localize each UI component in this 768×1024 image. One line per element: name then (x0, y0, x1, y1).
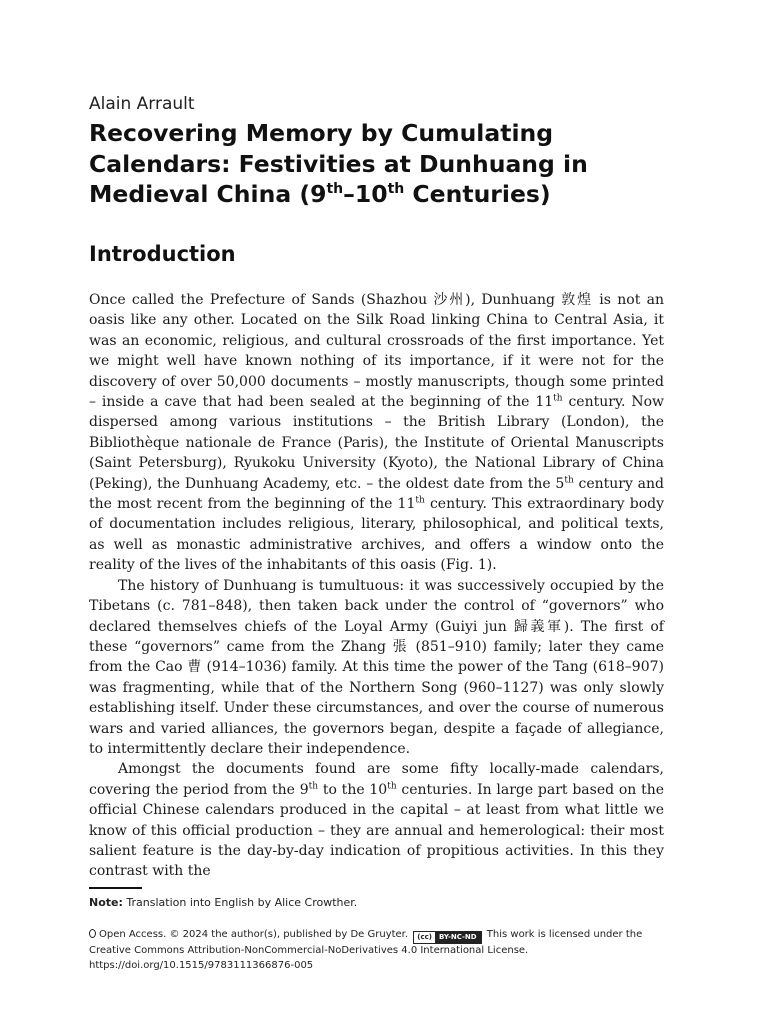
paragraph-3 (89, 759, 664, 881)
paragraph-1 (89, 290, 664, 576)
note-label: Note: (89, 896, 123, 909)
license-text-2: This work is licensed under the Creative Commons Attribution-NonCommercial-NoDerivatives 4.0 International License. (89, 929, 643, 956)
paragraph-1-sup-1: th (553, 393, 563, 404)
cc-badge-cc: (cc) (417, 933, 432, 941)
paragraph-1-text-d: century. This extraordinary body of documentation includes religious, literary, philosophical, and political texts, as well as monastic administrative archives, and offers a window onto the reality of the lives of the inhabitants of this oasis (Fig. 1). (89, 496, 664, 574)
footnote-rule (89, 887, 142, 889)
paragraph-1-text-b: century. Now dispersed among various institutions – the British Library (London), the Bibliothèque nationale de France (Paris), the Institute of Oriental Manuscripts (Saint Petersburg), Ryukoku University (Kyoto), the National Library of China (Peking), the Dunhuang Academy, etc. – the oldest date from the 5 (89, 394, 664, 492)
title-line-3c: Centuries) (404, 180, 551, 208)
section-heading: Introduction (89, 242, 236, 266)
title-sup-2: th (387, 181, 405, 198)
translation-note (89, 896, 357, 909)
title-line-3a: Medieval China (9 (89, 180, 327, 208)
cc-badge-kind: BY-NC-ND (435, 932, 481, 943)
title-line-3b: –10 (343, 180, 388, 208)
paragraph-1-sup-3: th (415, 495, 425, 506)
paragraph-3-sup-2: th (387, 781, 397, 792)
title-sup-1: th (326, 181, 344, 198)
paragraph-1-text-c: century and the most recent from the beginning of the 11 (89, 475, 664, 513)
cc-by-nc-nd-icon[interactable] (413, 931, 481, 944)
note-text: Translation into English by Alice Crowther. (122, 896, 358, 909)
license-block (89, 928, 669, 973)
paragraph-3-sup-1: th (308, 781, 319, 792)
paragraph-3-text-b: to the 10 (318, 781, 388, 798)
open-access-lock-icon (89, 929, 96, 938)
body-text (89, 290, 664, 882)
paragraph-2: The history of Dunhuang is tumultuous: it was successively occupied by the Tibetans (c. 781–848), then taken back under the control of “governors” who declared themselves chiefs of the Loyal Army (Guiyi jun 歸義軍). The first of these “governors” came from the Zhang 張 (851–910) family; later they came from the Cao 曹 (914–1036) family. At this time the power of the Tang (618–907) was fragmenting, while that of the Northern Song (960–1127) was only slowly establishing itself. Under these circumstances, and over the course of numerous wars and varied alliances, the governors began, despite a façade of allegiance, to intermittently declare their independence. (89, 577, 664, 757)
paragraph-3-text-c: centuries. In large part based on the official Chinese calendars produced in the capital – at least from what little we know of this official production – they are annual and hemerological: their most salient feature is the day-by-day indication of propitious activities. In this they contrast with the (89, 781, 665, 880)
paragraph-3-text-a: Amongst the documents found are some fifty locally-made calendars, covering the period from the 9 (89, 761, 664, 798)
doi-link[interactable]: https://doi.org/10.1515/9783111366876-005 (89, 959, 314, 971)
chapter-title (89, 118, 689, 210)
title-line-1: Recovering Memory by Cumulating (89, 119, 554, 147)
paragraph-1-text-a: Once called the Prefecture of Sands (Shazhou 沙州), Dunhuang 敦煌 is not an oasis like any other. Located on the Silk Road linking China to Central Asia, it was an economic, religious, and cultural crossroads of the first importance. Yet we might well have known nothing of its importance, if it were not for the discovery of over 50,000 documents – mostly manuscripts, though some printed – inside a cave that had been sealed at the beginning of the 11 (89, 292, 664, 411)
author-name: Alain Arrault (89, 94, 195, 114)
license-text-1: Open Access. © 2024 the author(s), published by De Gruyter. (99, 929, 409, 940)
paragraph-1-sup-2: th (564, 475, 574, 485)
title-line-2: Calendars: Festivities at Dunhuang in (89, 149, 588, 178)
